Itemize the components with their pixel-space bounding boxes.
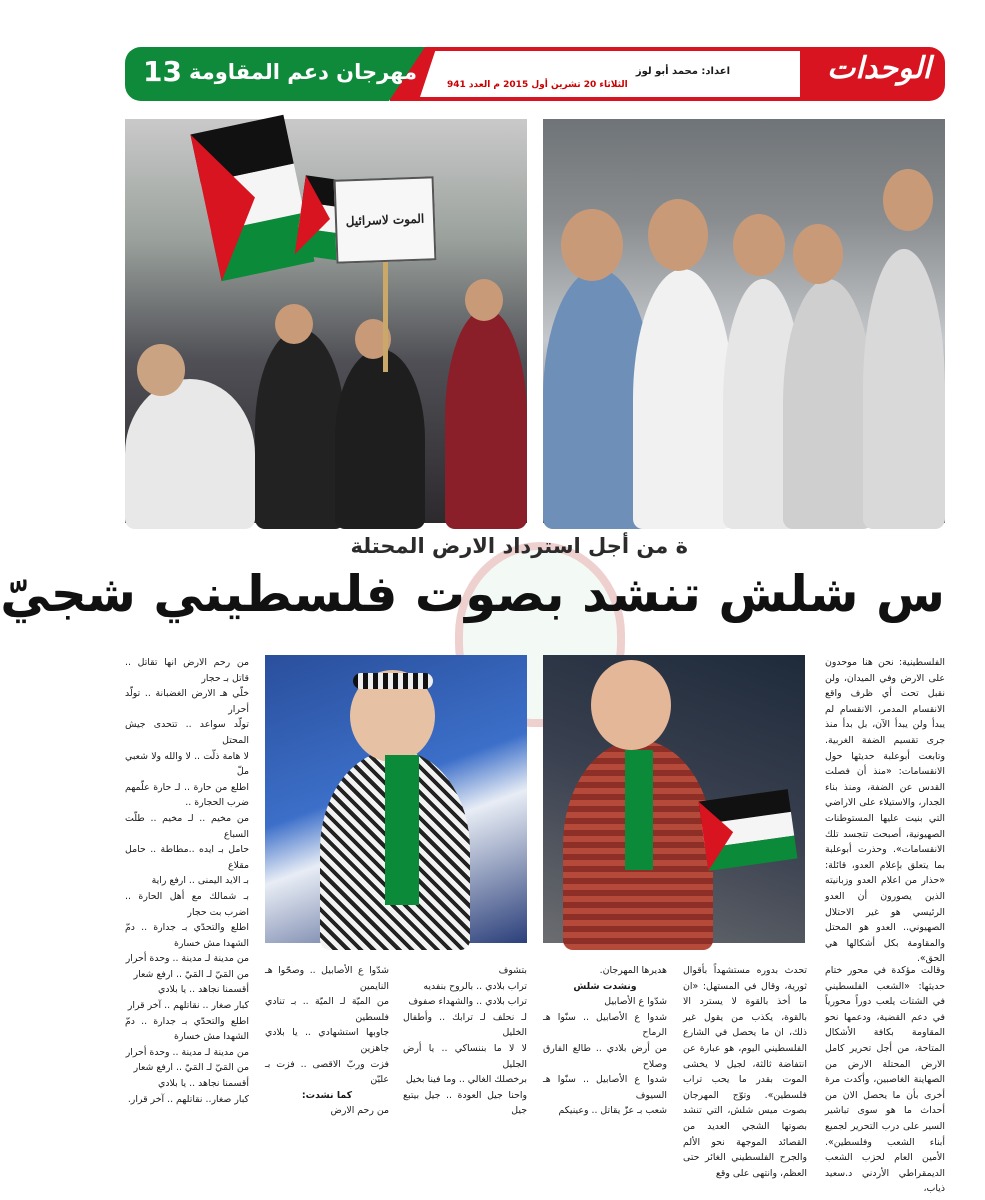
- poem-column-4: [125, 655, 249, 1183]
- poem-line: شدوا ع الأصابيل .. سنّوا هـ السيوف: [543, 1074, 667, 1101]
- article-column-1: الفلسطينية: نحن هنا موحدون على الارض وفي الميدان، ولن نقبل تحت أي ظرف واقع الانقسام المدمر، الانقسام لم يبدأ ولن يبدأ الآن، بل بدأ منذ جرى تقسيم الضفة الغربية. وتابعت أبوعلبة حديثها حول الانقسامات: «منذ أن فصلت القدس عن الضفة، ومنذ بناء الجدار، والاستيلاء على الاراضي التي بنيت عليها المستوطنات الصهيونية، أصبحت تتجسد تلك الانقسامات». وحذرت أبوعلبة بما يتعلق بإعلام العدو، قائلة: «حذار من اعلام العدو وزبانيته الذين يصورون أن العدو الرئيسي هو غير الاحتلال الصهيوني.. العدو هو المحتل والمقاومة بكل أشكالها هي الحق».: [825, 657, 945, 965]
- article-kicker: ة من أجل استرداد الارض المحتلة: [350, 534, 688, 558]
- poem-line: فزت وربّ الاقصى .. فزت بـ عليّن: [265, 1058, 389, 1086]
- poem-line: حامل بـ ايده ..مطاطة .. حامل مقلاع: [125, 844, 249, 871]
- poem-line: من المَيّ لـ المَيّ .. ارفع شعار: [133, 968, 249, 980]
- poem-line: كبار صغار .. نقاتلهم .. آخر قرار: [127, 1000, 249, 1012]
- poem-line: بـ شمالك مع أهل الحارة .. اضرب بت حجار: [125, 890, 249, 918]
- poem-line: أقسمنا نجاهد .. يا بلادي: [158, 984, 249, 996]
- poem-line: اطلع من حارة .. لـ حارة علّمهم ضرب الحجارة ..: [125, 781, 249, 809]
- author-credit: اعداد: محمد أبو لوز: [635, 66, 730, 77]
- photo-speakers-group: [543, 119, 945, 523]
- newspaper-logo: الوحدات: [827, 51, 931, 86]
- palestinian-flag: [190, 115, 314, 281]
- section-title: مهرجان دعم المقاومة: [189, 60, 418, 84]
- poem-line: تراب بلادي .. بالروح بنفديه: [423, 980, 527, 992]
- article-column-3: تحدث بدوره مستشهداً بأقوال ثورية، وقال في المستهل: «ان ما أخذ بالقوة لا يسترد الا بالقوة، يكذب من يقول غير ذلك، ان ما يحصل في الشارع الفلسطيني اليوم، هو عبارة عن انتفاضة ثالثة، لجيل لا يخشى الموت بقدر ما يحب تراب فلسطين». وتوّج المهرجان بصوت ميس شلش، التي تنشد بصوتها الشجي العديد من القصائد الموجهة نحو الألم والجرح الفلسطيني الغائر حتى العظم، وانتهى على وقع: [683, 965, 807, 1179]
- issue-date: الثلاثاء 20 تشرين أول 2015 م العدد 941: [447, 80, 628, 90]
- page-number: 13: [143, 55, 182, 88]
- header-white-strip: [420, 51, 800, 97]
- poem-line: من أرض بلادي .. طالع الفارق وصلاح: [543, 1042, 667, 1070]
- poem-line: بتشوف: [498, 965, 527, 976]
- article-column-2: وقالت مؤكدة في محور ختام حديثها: «الشعب الفلسطيني في الشتات يلعب دوراً محورياً في دعم القضية، ودعمها نحو المقاومة بكافة الأشكال المتاحة، من أجل تحرير كامل الارض المحتلة الارض من الصهاينة الغاصبين، وأكدت مرة أخرى بأن ما يحصل الان من أحداث ما هو سوى تباشير السير على درب التحرير لجميع أبناء الشعب وفلسطين». الأمين العام لحزب الشعب الديمقراطي الأردني د.سعيد ذياب،: [825, 965, 945, 1195]
- poem-line: خلّي هـ الارض الغضبانة .. تولّد أحرار: [125, 688, 249, 715]
- poem-line: من مخيم .. لـ مخيم .. طلّت السباع: [125, 812, 249, 840]
- poem-line: جاوبها استشهادي .. يا بلادي جاهزين: [265, 1027, 389, 1054]
- photo-child-keffiyeh: [265, 655, 527, 943]
- poem-line: من المَيّ لـ المَيّ .. ارفع شعار: [133, 1062, 249, 1074]
- poem-column-1: هديرها المهرجان. ونشدت شلش شدّوا ع الأصابيل شدوا ع الأصابيل .. سنّوا هـ الرماح من أرض بلادي .. طالع الفارق وصلاح شدوا ع الأصابيل .. سنّوا هـ السيوف شعب بـ عزّ يقاتل .. وعينيكم: [543, 963, 667, 1183]
- palestinian-flag: [699, 789, 798, 871]
- poem-subtitle: كما نشدت:: [301, 1089, 353, 1101]
- poem-line: واحنا جيل العودة .. جيل بيتبع جيل: [403, 1089, 527, 1117]
- page-header: [125, 47, 945, 101]
- poem-line: من الميّة لـ الميّة .. بـ تنادي فلسطين: [265, 996, 389, 1023]
- poem-line: تراب بلادي .. والشهداء صفوف: [408, 996, 527, 1008]
- poem-subtitle: ونشدت شلش: [573, 980, 637, 992]
- photo-child-smiling: [543, 655, 805, 943]
- poem-line: من رحم الارض: [330, 1105, 389, 1117]
- poem-line: لا هامة ذلّت .. لا والله ولا شعبي ملّ: [125, 750, 249, 778]
- poem-line: شدّوا ع الأصابيل .. وصحّوا هـ النايمين: [265, 965, 389, 992]
- poem-line: تولّد سواعد .. تتحدى جيش المحتل: [125, 719, 249, 746]
- sign-stick: [383, 262, 388, 372]
- poem-line: كبار صغار.. نقاتلهم .. آخر قرار.: [127, 1093, 249, 1105]
- poem-line: أقسمنا نجاهد .. يا بلادي: [158, 1078, 249, 1090]
- poem-line: برخصلك الغالي .. وما فينا بخيل: [405, 1074, 527, 1086]
- poem-line: من مدينة لـ مدينة .. وحدة أحرار: [125, 953, 249, 965]
- poem-column-3: [265, 963, 389, 1183]
- poem-column-2: [403, 963, 527, 1183]
- photo-crowd-flags: [125, 119, 527, 523]
- poem-line: شدوا ع الأصابيل .. سنّوا هـ الرماح: [543, 1011, 667, 1039]
- poem-line: اطلع والتحدّي بـ جدارة .. دمّ الشهدا مش خسارة: [125, 922, 249, 949]
- poem-line: لـ نحلف لـ ترابك .. وأطفال الخليل: [403, 1011, 527, 1039]
- poem-line: شعب بـ عزّ يقاتل .. وعينيكم: [558, 1105, 667, 1117]
- poem-line: بـ الايد اليمنى .. ارفع راية: [151, 875, 249, 887]
- poem-line: اطلع والتحدّي بـ جدارة .. دمّ الشهدا مش خسارة: [125, 1015, 249, 1043]
- poem-line: شدّوا ع الأصابيل: [604, 996, 667, 1008]
- poem-line: لا لا ما بننساكي .. يا أرض الجليل: [403, 1042, 527, 1070]
- poem-line: من مدينة لـ مدينة .. وحدة أحرار: [125, 1046, 249, 1058]
- poem-line: من رحم الارض انها تقاتل .. قاتل بـ حجار: [125, 657, 249, 684]
- article-headline: س شلش تنشد بصوت فلسطيني شجيّ: [0, 565, 945, 623]
- protest-sign: الموت لاسرائيل: [334, 176, 437, 263]
